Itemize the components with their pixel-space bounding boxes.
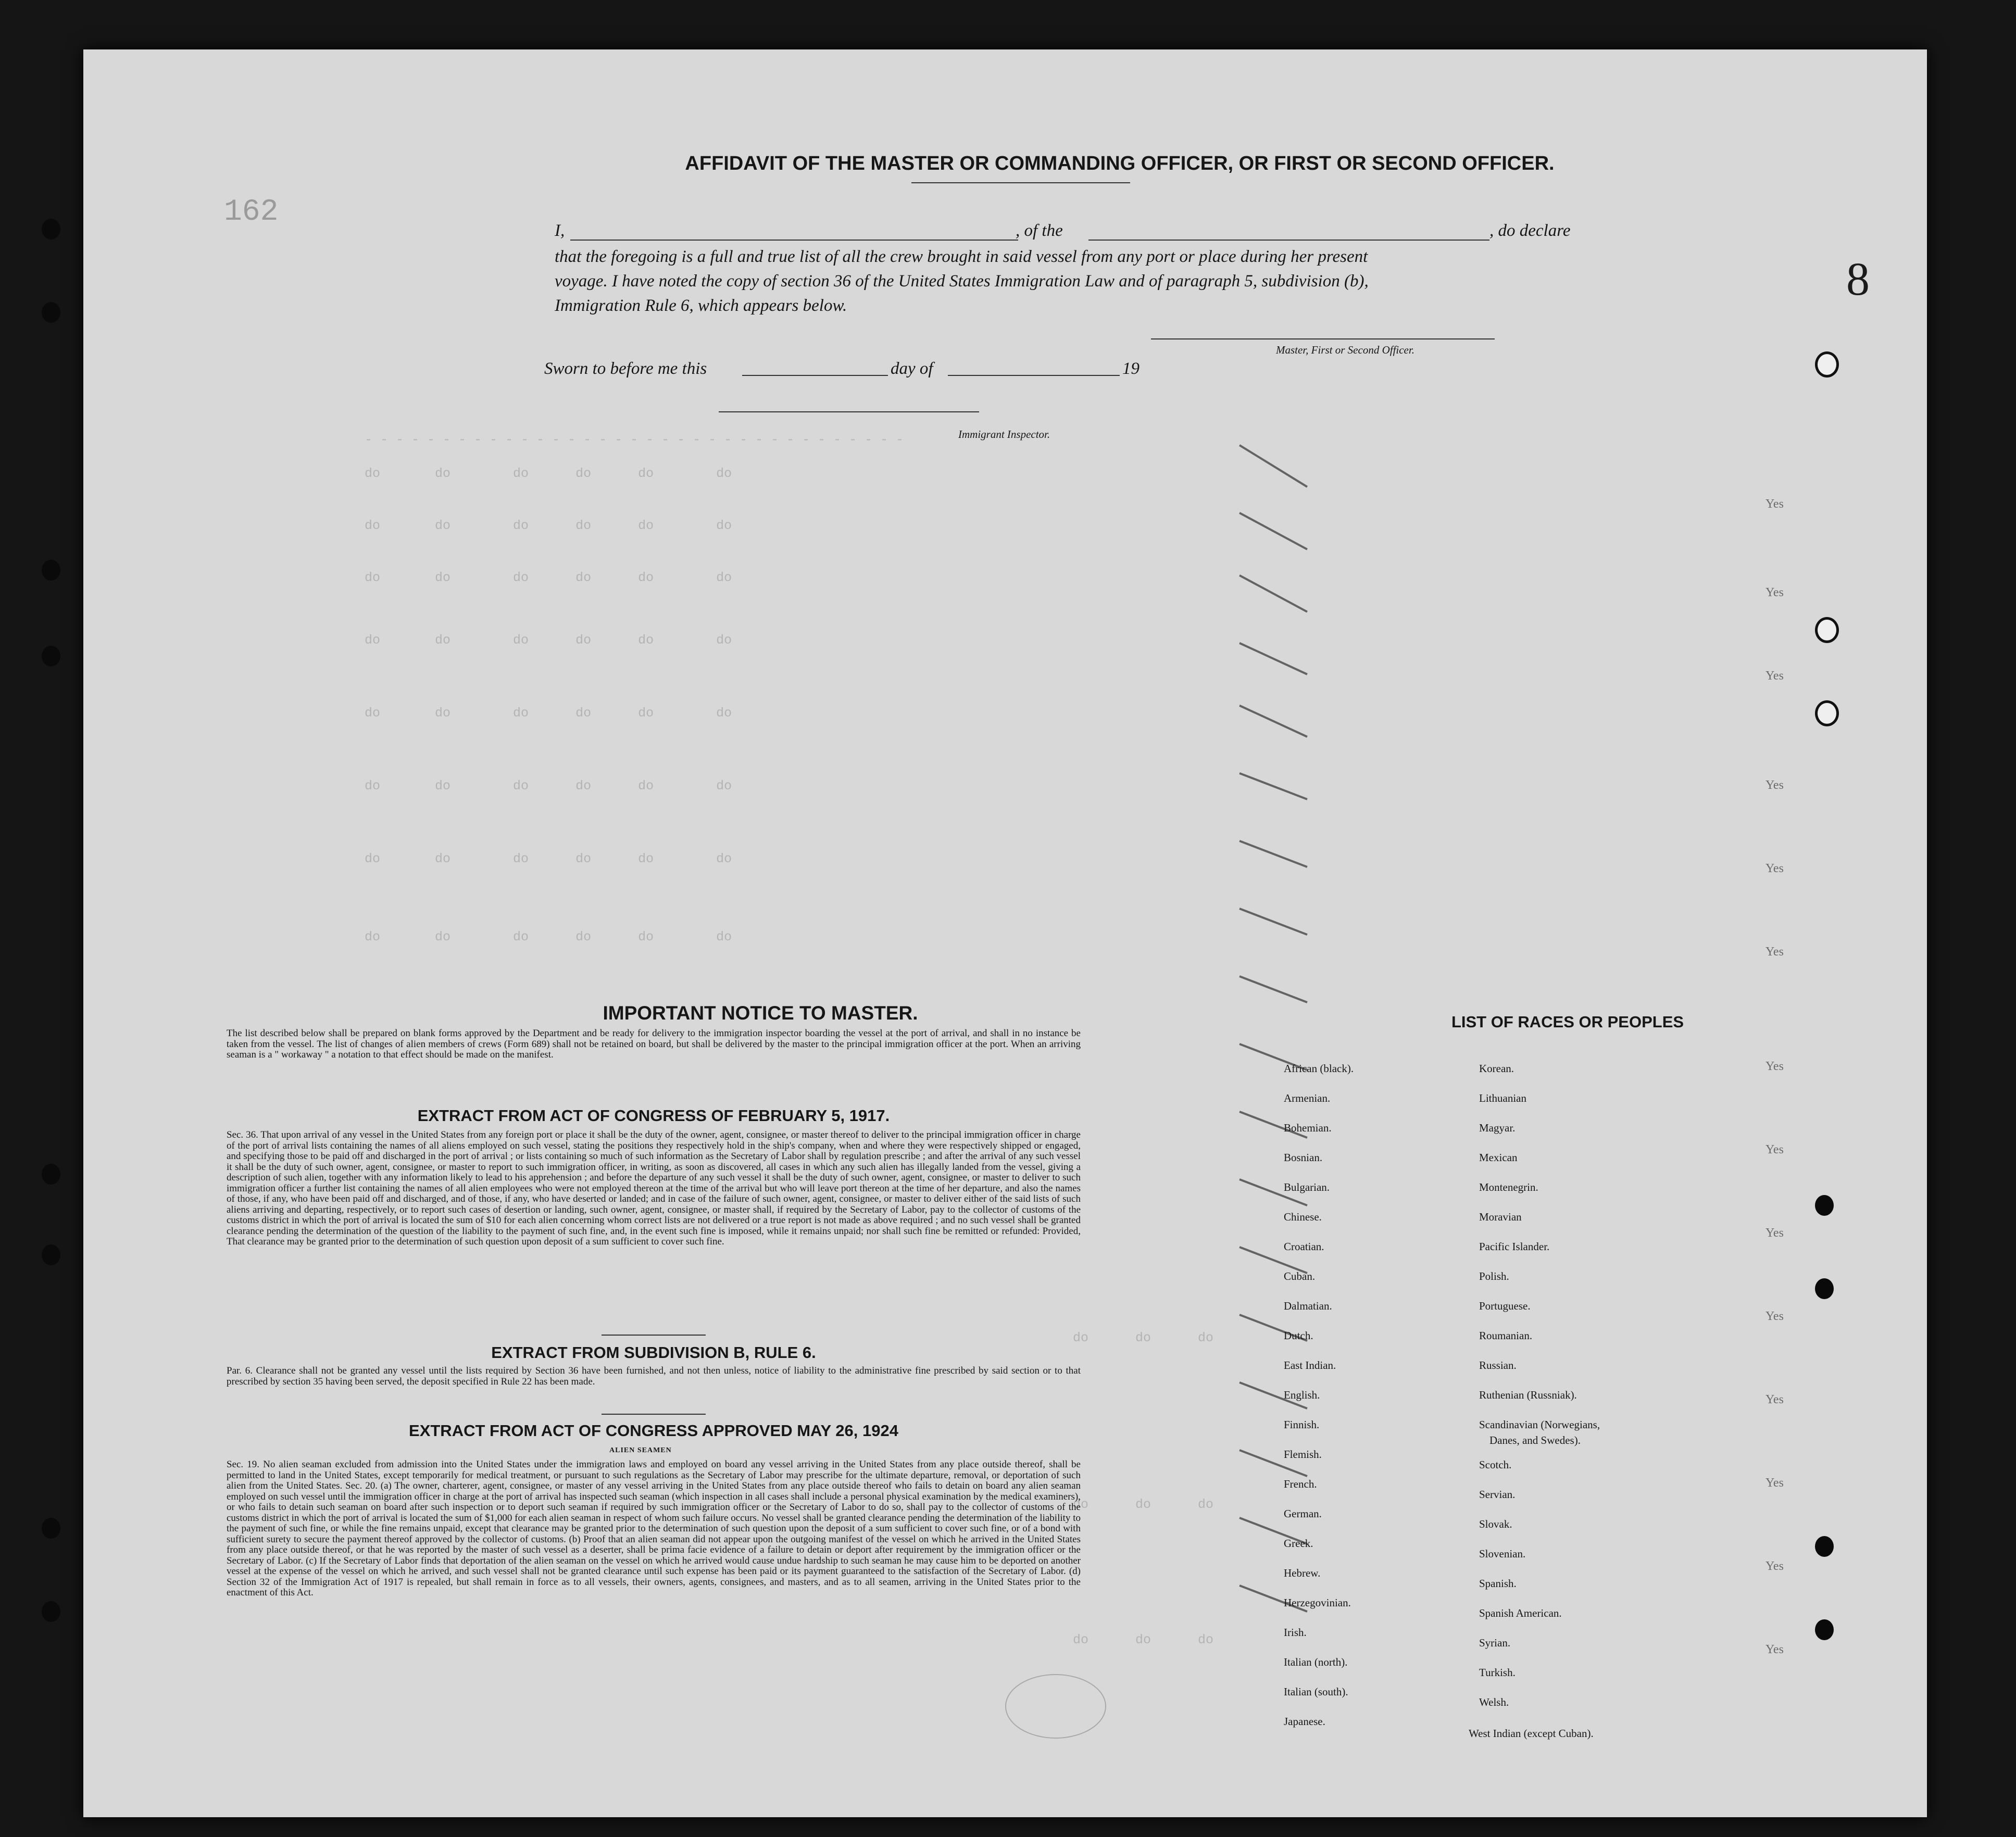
title-divider [911, 182, 1130, 183]
day-of-label: day of [891, 359, 933, 378]
race-item: Servian. [1479, 1488, 1516, 1501]
name-blank [570, 240, 1018, 241]
act-1917-text: Sec. 36. That upon arrival of any vessel in the United States from any foreign port or place it shall be the duty of the owner, agent, consignee, or master thereof to deliver to the principal immigration officer in charge of the port of arrival lists containing the names of all aliens employed on such vessel, stating the positions they respectively hold in the ship's company, when and where they were respectively shipped or engaged, and specifying those to be paid off and discharged in the port of arrival ; or lists containing so much of such information as the Secretary of Labor shall by regulation prescribe ; and after the arrival of any such vessel it shall be the duty of such owner, agent, consignee, or master to report to such immigration officer, in writing, as soon as discovered, all cases in which any such alien has illegally landed from the vessel, giving a description of such alien, together with any information likely to lead to his apprehension ; and before the departure of any such vessel it shall be the duty of such owner, agent, consignee, or master to deliver to such immigration officer a further list containing the names of all alien employees who were not employed thereon at the time of the arrival but who will leave port thereon at the time of her departure, and also the names of those, if any, who have been paid off and discharged, and of those, if any, who have deserted or landed; and in case of the failure of such owner, agent, consignee, or master to deliver either of the said lists of such aliens arriving and departing, respectively, or to report such cases of desertion or landing, such owner, agent, consignee, or master shall, if required by the Secretary of Labor, pay to the collector of customs of the customs district in which the port of arrival is located the sum of $10 for each alien concerning whom correct lists are not delivered or a true report is not made as above required ; and no such vessel shall be granted clearance pending the determination of the question of the liability to the payment of such fine, and, in the event such fine is imposed, while it remains unpaid; nor shall such fine be remitted or refunded: Provided, That clearance may be granted prior to the determination of such question upon deposit of a sum sufficient to cover such fine. [227, 1129, 1081, 1247]
notice-title: IMPORTANT NOTICE TO MASTER. [603, 1002, 918, 1024]
race-item: East Indian. [1284, 1359, 1336, 1372]
act-1924-title: EXTRACT FROM ACT OF CONGRESS APPROVED MAY 26, 1924 [409, 1421, 898, 1440]
race-item: Greek. [1284, 1537, 1313, 1550]
race-item: Spanish. [1479, 1577, 1517, 1590]
sworn-month-blank [948, 375, 1120, 376]
affidavit-line-3: voyage. I have noted the copy of section 36 of the United States Immigration Law and of paragraph 5, subdivision (b), [555, 272, 1369, 291]
vessel-blank [1088, 240, 1489, 241]
race-item: Syrian. [1479, 1637, 1511, 1649]
punch-hole [42, 1164, 60, 1185]
affidavit-line-4: Immigration Rule 6, which appears below. [555, 296, 847, 315]
race-item: Irish. [1284, 1626, 1307, 1639]
race-item: West Indian (except Cuban). [1469, 1727, 1594, 1740]
race-item: Armenian. [1284, 1092, 1331, 1104]
punch-hole [1815, 617, 1839, 643]
race-item: Bohemian. [1284, 1122, 1332, 1134]
race-item: Dalmatian. [1284, 1300, 1332, 1312]
race-item: Polish. [1479, 1270, 1509, 1282]
race-item: German. [1284, 1507, 1322, 1520]
act-1924-text: Sec. 19. No alien seaman excluded from admission into the United States under the immigration laws and employed on board any vessel arriving in the United States from any place outside thereof, shall be permitted to land in the United States, except temporarily for medical treatment, or pursuant to such regulations as the Secretary of Labor may prescribe for the ultimate departure, removal, or deportation of such alien from the United States. Sec. 20. (a) The owner, charterer, agent, consignee, or master of any vessel arriving in the United States from any place outside thereof who fails to detain on board any alien seaman employed on such vessel until the immigration officer in charge at the port of arrival has inspected such seaman (which inspection in all cases shall include a personal physical examination by the medical examiners), or who fails to detain such seaman on board after such inspection or to deport such seaman if required by such immigration officer or the Secretary of Labor to do so, shall pay to the collector of customs of the customs district in which the port of arrival is located the sum of $1,000 for each alien seaman in respect of whom such failure occurs. No vessel shall be granted clearance pending the determination of the liability to the payment of such fine, or while the fine remains unpaid, except that clearance may be granted prior to the determination of such question upon the deposit of a sum sufficient to cover such fine, or of a bond with sufficient surety to secure the payment thereof approved by the collector of customs. (b) Proof that an alien seaman did not appear upon the outgoing manifest of the vessel on which he arrived in the United States from any place outside thereof, or that he was reported by the master of such vessel as a deserter, shall be prima facie evidence of a failure to detain or deport after requirement by the immigration officer or the Secretary of Labor. (c) If the Secretary of Labor finds that deportation of the alien seaman on the vessel on which he arrived would cause undue hardship to such seaman he may cause him to be deported on another vessel at the expense of the vessel on which he arrived, and such vessel shall not be granted clearance until such expense has been paid or its payment guaranteed to the satisfaction of the Secretary of Labor. (d) Section 32 of the Immigration Act of 1917 is repealed, but shall remain in force as to all vessels, their owners, agents, consignees, and masters, and as to all seamen, arriving in the United States prior to the enactment of this Act. [227, 1459, 1081, 1598]
race-item: Scotch. [1479, 1458, 1512, 1471]
race-item: English. [1284, 1389, 1320, 1401]
race-item: Russian. [1479, 1359, 1517, 1372]
punch-hole [42, 302, 60, 323]
race-item: Finnish. [1284, 1418, 1320, 1431]
affidavit-of-the-label: , of the [1016, 221, 1063, 240]
races-title: LIST OF RACES OR PEOPLES [1451, 1013, 1684, 1031]
handwritten-mark: 8 [1846, 254, 1870, 305]
punch-hole [42, 646, 60, 666]
race-item: Magyar. [1479, 1122, 1516, 1134]
race-item: Korean. [1479, 1062, 1514, 1075]
race-item: Japanese. [1284, 1715, 1325, 1728]
race-item: Flemish. [1284, 1448, 1322, 1461]
punch-hole [1815, 1278, 1834, 1299]
rule-6-title: EXTRACT FROM SUBDIVISION B, RULE 6. [491, 1343, 816, 1362]
punch-hole [1815, 351, 1839, 378]
race-item: Slovenian. [1479, 1547, 1526, 1560]
punch-hole [42, 1244, 60, 1265]
race-item: Welsh. [1479, 1696, 1509, 1708]
sworn-day-blank [742, 375, 888, 376]
act-1917-title: EXTRACT FROM ACT OF CONGRESS OF FEBRUARY 5, 1917. [417, 1106, 890, 1125]
race-item: Montenegrin. [1479, 1181, 1538, 1193]
race-item: French. [1284, 1478, 1317, 1490]
race-item: Turkish. [1479, 1666, 1516, 1679]
affidavit-declare-label: , do declare [1489, 221, 1571, 240]
notice-text: The list described below shall be prepared on blank forms approved by the Department and be ready for delivery to the immigration inspector boarding the vessel at the port of arrival, and shall in no instance be taken from the vessel. The list of changes of alien members of crews (Form 689) shall not be retained on board, but shall be delivered by the master to the principal immigration officer at the port. When an arriving seaman is a " workaway " a notation to that effect should be made on the manifest. [227, 1028, 1081, 1060]
race-item: Lithuanian [1479, 1092, 1526, 1104]
page-number-ghost: 162 [224, 195, 279, 229]
race-item: Cuban. [1284, 1270, 1316, 1282]
race-item: Hebrew. [1284, 1567, 1321, 1579]
inspector-signature-line [719, 411, 979, 412]
race-item: Croatian. [1284, 1240, 1324, 1253]
punch-hole [1815, 1536, 1834, 1557]
act-1924-subtitle: ALIEN SEAMEN [609, 1446, 672, 1454]
race-item: Dutch. [1284, 1329, 1313, 1342]
check-strokes [1229, 414, 1323, 1664]
inspector-caption: Immigrant Inspector. [958, 428, 1050, 441]
race-item: Italian (south). [1284, 1685, 1348, 1698]
race-item: Slovak. [1479, 1518, 1512, 1530]
race-item: Herzegovinian. [1284, 1596, 1351, 1609]
sworn-label: Sworn to before me this [544, 359, 707, 378]
rule-6-text: Par. 6. Clearance shall not be granted any vessel until the lists required by Section 36 have been furnished, and not then unless, notice of liability to the administrative fine prescribed by said section or to that prescribed by section 35 having been served, the deposit specified in Rule 22 has been made. [227, 1365, 1081, 1387]
race-item: Bosnian. [1284, 1151, 1323, 1164]
affidavit-line-2: that the foregoing is a full and true list of all the crew brought in said vessel from any port or place during her present [555, 247, 1368, 266]
race-item: Italian (north). [1284, 1656, 1348, 1668]
manifest-page: 162 8 - - - - - - - - - - - - - - - - - - - - - - - - - - - - - - - - - - - do do do do do do do do do do do do do do do do do do do do do do do do do do do do do do do do do do do do do do do do do do do do do do do do do do do do do do do do do Yes Yes Yes Yes Yes Yes Yes Yes Yes Yes Yes Yes Yes Yes AFFIDAVIT OF THE MASTER OR COMMANDING OFFICER, OR FIRST OR SECOND OFFICER. I, , of the , do declare that the foregoing is a full and true list of all the crew brought in said vessel from any port or place during her present voyage. I have noted the copy of section 36 of the United States Immigration Law and of paragraph 5, subdivision (b), Immigration Rule 6, which appears below. Master, First or Second Officer. Sworn to before me this day of 19 Immigrant Inspector. IMPORTANT NOTICE TO MASTER. The list described below shall be prepared on blank forms approved by the Department and be ready for delivery to the immigration inspector boarding the vessel at the port of arrival, and shall in no instance be taken from the vessel. The list of changes of alien members of crews (Form 689) shall not be retained on board, but shall be delivered by the master to the principal immigration officer at the port. When an arriving seaman is a " workaway " a notation to that effect should be made on the manifest. EXTRACT FROM ACT OF CONGRESS OF FEBRUARY 5, 1917. Sec. 36. That upon arrival of any vessel in the United States from any foreign port or place it shall be the duty of the owner, agent, consignee, or master thereof to deliver to the principal immigration officer in charge of the port of arrival lists containing the names of all aliens employed on such vessel, stating the positions they respectively hold in the ship's company, when and where they were respectively shipped or engaged, and specifying those to be paid off and discharged in the port of arrival ; or lists containing so much of such information as the Secretary of Labor shall by regulation prescribe ; and after the arrival of any such vessel it shall be the duty of such owner, agent, consignee, or master to report to such immigration officer, in writing, as soon as discovered, all cases in which any such alien has illegally landed from the vessel, giving a description of such alien, together with any information likely to lead to his apprehension ; and before the departure of any such vessel it shall be the duty of such owner, agent, consignee, or master to deliver to such immigration officer a further list containing the names of all alien employees who were not employed thereon at the time of the arrival but who will leave port thereon at the time of her departure, and also the names of those, if any, who have been paid off and discharged, and of those, if any, who have deserted or landed; and in case of the failure of such owner, agent, consignee, or master to deliver either of the said lists of such aliens arriving and departing, respectively, or to report such cases of desertion or landing, such owner, agent, consignee, or master shall, if required by the Secretary of Labor, pay to the collector of customs of the customs district in which the port of arrival is located the sum of $10 for each alien concerning whom correct lists are not delivered or a true report is not made as above required ; and no such vessel shall be granted clearance pending the determination of the question of the liability to the payment of such fine, and, in the event such fine is imposed, while it remains unpaid; nor shall such fine be remitted or refunded: Provided, That clearance may be granted prior to the determination of such question upon deposit of a sum sufficient to cover such fine. EXTRACT FROM SUBDIVISION B, RULE 6. Par. 6. Clearance shall not be granted any vessel until the lists required by Section 36 have been furnished, and not then unless, notice of liability to the administrative fine prescribed by said section or to that prescribed by section 35 having been served, the deposit specified in Rule 22 has been made. EXTRACT FROM ACT OF CONGRESS APPROVED MAY 26, 1924 ALIEN SEAMEN Sec. 19. No alien seaman excluded from admission into the United States under the immigration laws and employed on board any vessel arriving in the United States from any place outside thereof, shall be permitted to land in the United States, except temporarily for medical treatment, or pursuant to such regulations as the Secretary of Labor may prescribe for the ultimate departure, removal, or deportation of such alien from the United States. Sec. 20. (a) The owner, charterer, agent, consignee, or master of any vessel arriving in the United States from any place outside thereof who fails to detain on board any alien seaman employed on such vessel until the immigration officer in charge at the port of arrival has inspected such seaman (which inspection in all cases shall include a personal physical examination by the medical examiners), or who fails to detain such seaman on board after such inspection or to deport such seaman if required by such immigration officer or the Secretary of Labor to do so, shall pay to the collector of customs of the customs district in which the port of arrival is located the sum of $1,000 for each alien seaman in respect of whom such failure occurs. No vessel shall be granted clearance pending the determination of the liability to the payment of such fine, or while the fine remains unpaid, except that clearance may be granted prior to the determination of such question upon the deposit of a sum sufficient to cover such fine, or of a bond with sufficient surety to secure the payment thereof approved by the collector of customs. (b) Proof that an alien seaman did not appear upon the outgoing manifest of the vessel on which he arrived in the United States from any place outside thereof, or that he was reported by the master of such vessel as a deserter, shall be prima facie evidence of a failure to detain or deport after requirement by the immigration officer or the Secretary of Labor. (c) If the Secretary of Labor finds that deportation of the alien seaman on the vessel on which he arrived would cause undue hardship to such seaman he may cause him to be deported on another vessel at the expense of the vessel on which he arrived, and such vessel shall not be granted clearance until such expense has been paid or its payment guaranteed to the satisfaction of the Secretary of Labor. (d) Section 32 of the Immigration Act of 1917 is repealed, but shall remain in force as to all vessels, their owners, agents, consignees, and masters, and as to all seamen, arriving in the United States prior to the enactment of this Act. LIST OF RACES OR PEOPLES African (black). Armenian. Bohemian. Bosnian. Bulgarian. Chinese. Croatian. Cuban. Dalmatian. Dutch. East Indian. English. Finnish. Flemish. French. German. Greek. Hebrew. Herzegovinian. Irish. Italian (north). Italian (south). Japanese. Korean. Lithuanian Magyar. Mexican Montenegrin. Moravian Pacific Islander. Polish. Portuguese. Roumanian. Russian. Ruthenian (Russniak). Scandinavian (Norwegians, Danes, and Swedes). Scotch. Servian. Slovak. Slovenian. Spanish. Spanish American. Syrian. Turkish. Welsh. West Indian (except Cuban). [83, 49, 1927, 1817]
punch-hole [42, 219, 60, 240]
punch-hole [1815, 700, 1839, 726]
section-divider [602, 1414, 706, 1415]
race-item: Moravian [1479, 1211, 1522, 1223]
race-item: Mexican [1479, 1151, 1518, 1164]
race-item: Chinese. [1284, 1211, 1322, 1223]
year-label: 19 [1122, 359, 1140, 378]
punch-hole [42, 560, 60, 581]
signature-caption: Master, First or Second Officer. [1276, 344, 1414, 356]
race-item: Spanish American. [1479, 1607, 1562, 1619]
affidavit-i-label: I, [555, 221, 565, 240]
race-item: Roumanian. [1479, 1329, 1533, 1342]
faint-stamp [1005, 1674, 1106, 1739]
race-item: Scandinavian (Norwegians, [1479, 1418, 1600, 1431]
race-item: Ruthenian (Russniak). [1479, 1389, 1577, 1401]
race-item: African (black). [1284, 1062, 1354, 1075]
punch-hole [1815, 1195, 1834, 1216]
affidavit-title: AFFIDAVIT OF THE MASTER OR COMMANDING OFFICER, OR FIRST OR SECOND OFFICER. [685, 153, 1555, 174]
section-divider [602, 1335, 706, 1336]
race-item: Portuguese. [1479, 1300, 1531, 1312]
punch-hole [1815, 1619, 1834, 1640]
punch-hole [42, 1518, 60, 1539]
race-item: Bulgarian. [1284, 1181, 1330, 1193]
punch-hole [42, 1601, 60, 1622]
signature-line [1151, 338, 1495, 339]
race-item: Danes, and Swedes). [1489, 1434, 1581, 1446]
race-item: Pacific Islander. [1479, 1240, 1550, 1253]
